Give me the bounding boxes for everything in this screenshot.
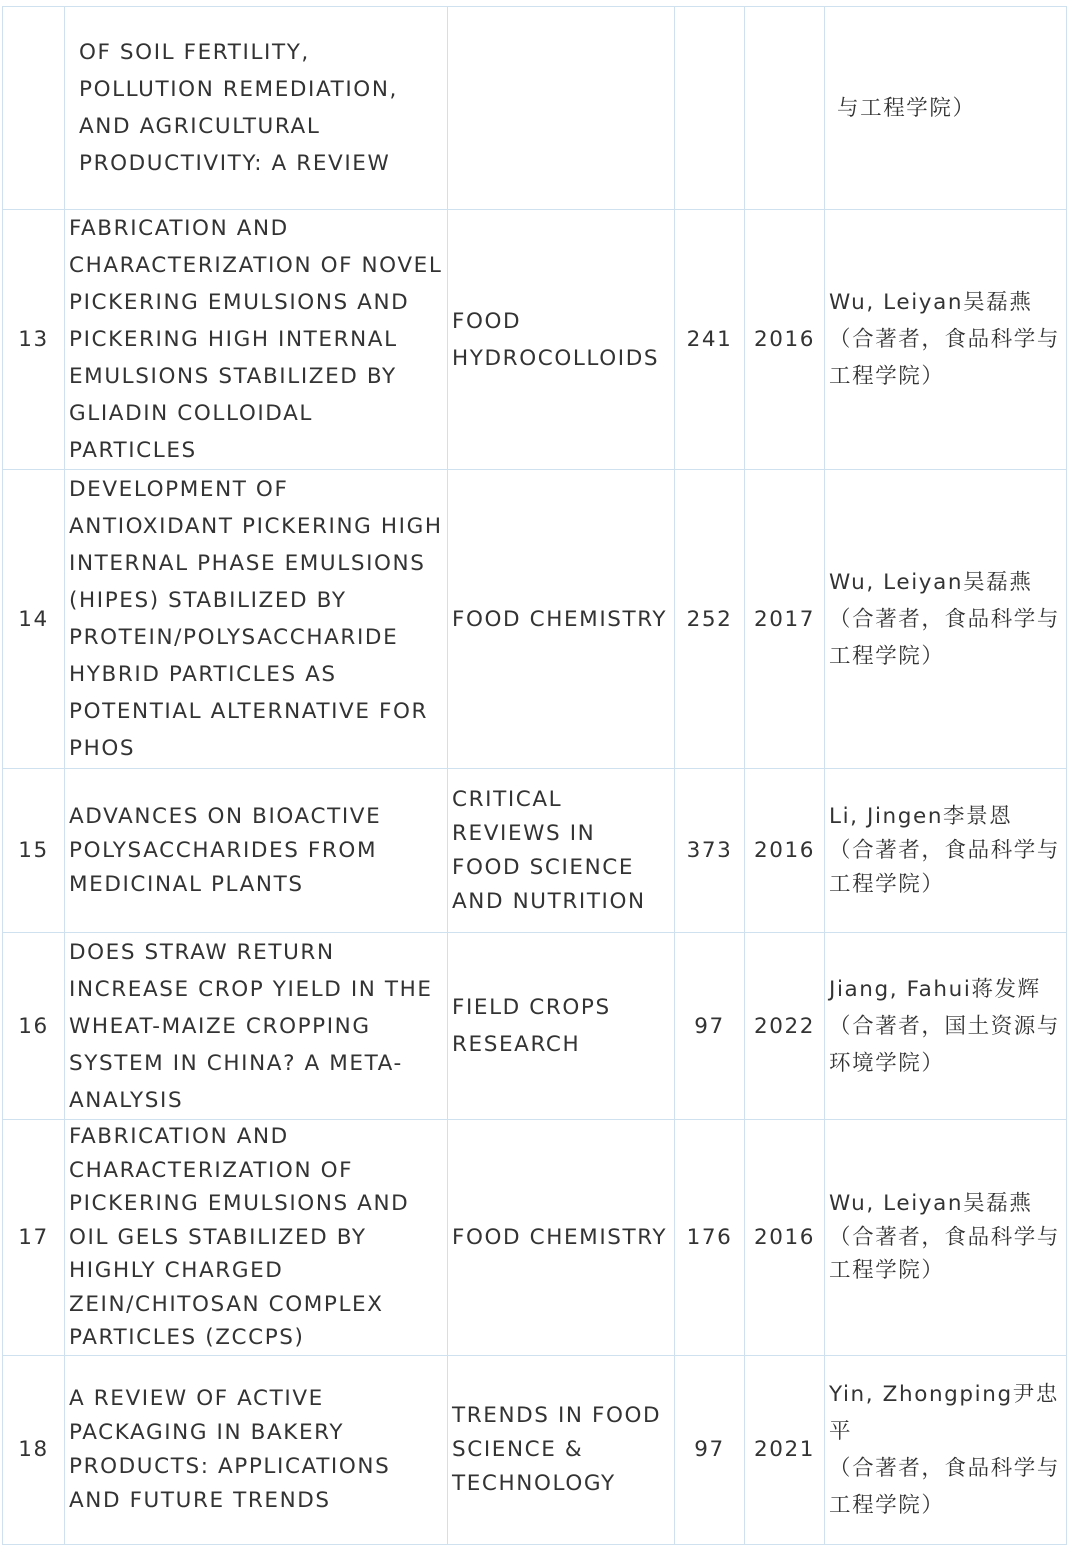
journal-name: FOOD CHEMISTRY	[448, 470, 675, 769]
table-row	[3, 7, 1067, 210]
citation-count: 176	[675, 1120, 745, 1356]
row-number	[3, 7, 65, 210]
highly-cited-papers-table	[2, 6, 1067, 1545]
table-row	[3, 769, 1067, 933]
author-note: 与工程学院）	[837, 95, 976, 121]
citation-count	[675, 7, 745, 210]
paper-title: FABRICATION AND CHARACTERIZATION OF PICKERING EMULSIONS AND OIL GELS STABILIZED BY HIGHLY CHARGED ZEIN/CHITOSAN COMPLEX PARTICLES (ZCCPS)	[65, 1120, 448, 1356]
author-note: （合著者，食品科学与工程学院）	[829, 606, 1061, 669]
publication-year: 2021	[745, 1355, 825, 1544]
author-note: （合著者，食品科学与工程学院）	[829, 327, 1061, 389]
row-number: 16	[3, 933, 65, 1120]
journal-name: CRITICAL REVIEWS IN FOOD SCIENCE AND NUTRITION	[448, 769, 675, 933]
paper-title: OF SOIL FERTILITY, POLLUTION REMEDIATION, AND AGRICULTURAL PRODUCTIVITY: A REVIEW	[65, 7, 448, 210]
journal-name	[448, 7, 675, 210]
citation-count: 252	[675, 470, 745, 769]
journal-name: TRENDS IN FOOD SCIENCE & TECHNOLOGY	[448, 1355, 675, 1544]
paper-title: FABRICATION AND CHARACTERIZATION OF NOVEL PICKERING EMULSIONS AND PICKERING HIGH INTERNAL EMULSIONS STABILIZED BY GLIADIN COLLOIDAL PARTICLES	[65, 210, 448, 470]
author-note: （合著者，食品科学与工程学院）	[829, 1224, 1061, 1283]
row-number: 14	[3, 470, 65, 769]
table-row	[3, 210, 1067, 470]
paper-title: DEVELOPMENT OF ANTIOXIDANT PICKERING HIGH INTERNAL PHASE EMULSIONS (HIPES) STABILIZED BY PROTEIN/POLYSACCHARIDE HYBRID PARTICLES AS POTENTIAL ALTERNATIVE FOR PHOS	[65, 470, 448, 769]
journal-name: FOOD HYDROCOLLOIDS	[448, 210, 675, 470]
row-number: 17	[3, 1120, 65, 1356]
author-cell	[825, 933, 1067, 1120]
citation-count: 97	[675, 1355, 745, 1544]
publication-year	[745, 7, 825, 210]
journal-name: FIELD CROPS RESEARCH	[448, 933, 675, 1120]
table-row	[3, 470, 1067, 769]
author-name: Wu, Leiyan吴磊燕	[829, 290, 1033, 315]
author-cell	[825, 1120, 1067, 1356]
citation-count: 97	[675, 933, 745, 1120]
author-name: Wu, Leiyan吴磊燕	[829, 1191, 1033, 1216]
author-name: Jiang, Fahui蒋发辉	[829, 976, 1041, 1002]
table-row	[3, 933, 1067, 1120]
row-number: 15	[3, 769, 65, 933]
citation-count: 241	[675, 210, 745, 470]
publication-year: 2017	[745, 470, 825, 769]
row-number: 13	[3, 210, 65, 470]
author-cell	[825, 7, 1067, 210]
document-page	[2, 6, 1066, 1516]
author-cell	[825, 470, 1067, 769]
journal-name: FOOD CHEMISTRY	[448, 1120, 675, 1356]
paper-title: ADVANCES ON BIOACTIVE POLYSACCHARIDES FROM MEDICINAL PLANTS	[65, 769, 448, 933]
publication-year: 2016	[745, 769, 825, 933]
author-name: Wu, Leiyan吴磊燕	[829, 569, 1033, 595]
paper-title: A REVIEW OF ACTIVE PACKAGING IN BAKERY PRODUCTS: APPLICATIONS AND FUTURE TRENDS	[65, 1355, 448, 1544]
author-name: Li, Jingen李景恩	[829, 803, 1013, 829]
publication-year: 2022	[745, 933, 825, 1120]
row-number: 18	[3, 1355, 65, 1544]
publication-year: 2016	[745, 1120, 825, 1356]
author-cell	[825, 1355, 1067, 1544]
author-name: Yin, Zhongping尹忠平	[829, 1381, 1059, 1444]
author-cell	[825, 769, 1067, 933]
table-row	[3, 1355, 1067, 1544]
citation-count: 373	[675, 769, 745, 933]
paper-title: DOES STRAW RETURN INCREASE CROP YIELD IN THE WHEAT-MAIZE CROPPING SYSTEM IN CHINA? A META-ANALYSIS	[65, 933, 448, 1120]
author-note: （合著者，食品科学与工程学院）	[829, 1455, 1061, 1518]
author-cell	[825, 210, 1067, 470]
author-note: （合著者，国土资源与环境学院）	[829, 1013, 1061, 1076]
author-note: （合著者，食品科学与工程学院）	[829, 837, 1061, 897]
publication-year: 2016	[745, 210, 825, 470]
table-row	[3, 1120, 1067, 1356]
